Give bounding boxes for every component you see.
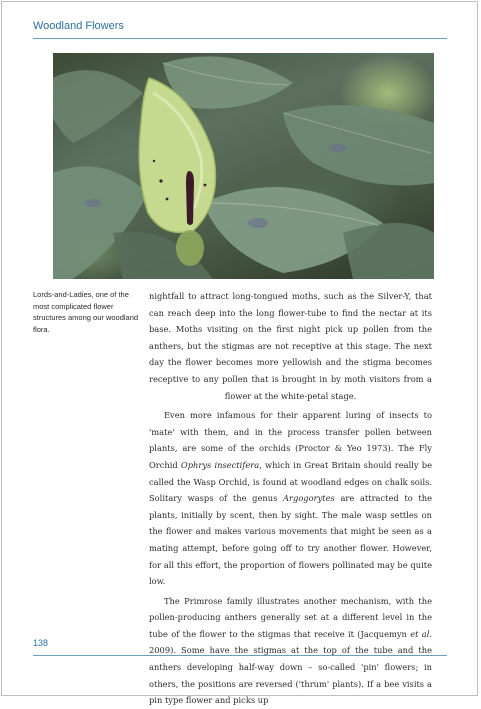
leaf-blotch: [248, 218, 268, 228]
paragraph-2: [149, 407, 432, 590]
stalk: [176, 230, 204, 266]
paragraph-2-text-a: Even more infamous for their apparent luring of insects to 'mate' with them, and in the process transfer pollen between plants, are some of the orchids (Proctor & Yeo 1973). The Fly Orchid: [149, 410, 432, 470]
et-al: et al.: [410, 628, 432, 639]
paragraph-2-text-b: , which in Great Britain should really be called the Wasp Orchid, is found at woodland edges on chalk soils. Solitary wasps of the genus: [149, 459, 432, 504]
paragraph-3-text-b: 2009). Some have the stigmas at the top of the tube and the anthers developing half-way down – so-called 'pin' flowers; in others, the positions are reversed ('thrum' plants). If a bee visits a pin type flower and picks up: [149, 645, 432, 706]
body-text: [149, 288, 432, 709]
spathe-spot: [159, 179, 162, 182]
leaf-shape: [283, 105, 434, 186]
lords-and-ladies-photo: [53, 53, 434, 279]
paragraph-1: nightfall to attract long-tongued moths, such as the Silver-Y, that can reach deep into the long flower-tube to find the nectar at its base. Moths visiting on the first night pick up pollen from the anthers, but the stigmas are not receptive at this stage. The next day the flower becomes more yellowish and the stigma becomes receptive to any pollen that is brought in by moth visitors from a flower at the white-petal stage.: [149, 291, 432, 401]
paragraph-2-text-c: are attracted to the plants, initially by scent, then by sight. The male wasp settles on the flower and makes various movements that might be seen as a mating attempt, before going off to try another flower. However, for all this effort, the proportion of flowers pollinated may be quite low.: [149, 493, 432, 587]
figure-caption: Lords-and-Ladies, one of the most complicated flower structures among our woodland flora.: [33, 290, 139, 334]
spadix: [186, 171, 194, 225]
footer-rule: [33, 655, 447, 656]
header-rule: [33, 38, 447, 39]
photo-illustration: [53, 53, 434, 279]
paragraph-3-text-a: The Primrose family illustrates another mechanism, with the pollen-producing anthers generally set at a different level in the tube of the flower to the stigmas that receive it (Jacquemyn: [149, 595, 432, 639]
spathe-spot: [204, 184, 207, 187]
spathe-spot: [153, 160, 155, 162]
species-name-ophrys: Ophrys insectifera: [180, 459, 260, 470]
genus-name-argogorytes: Argogorytes: [283, 493, 335, 504]
spathe-spot: [166, 198, 169, 201]
page-number: 138: [33, 638, 49, 648]
leaf-shape: [53, 70, 143, 143]
paragraph-3: [149, 593, 432, 709]
running-header: Woodland Flowers: [33, 20, 124, 32]
leaf-blotch: [85, 199, 101, 207]
leaf-blotch: [329, 144, 347, 152]
leaf-shape: [343, 223, 434, 279]
